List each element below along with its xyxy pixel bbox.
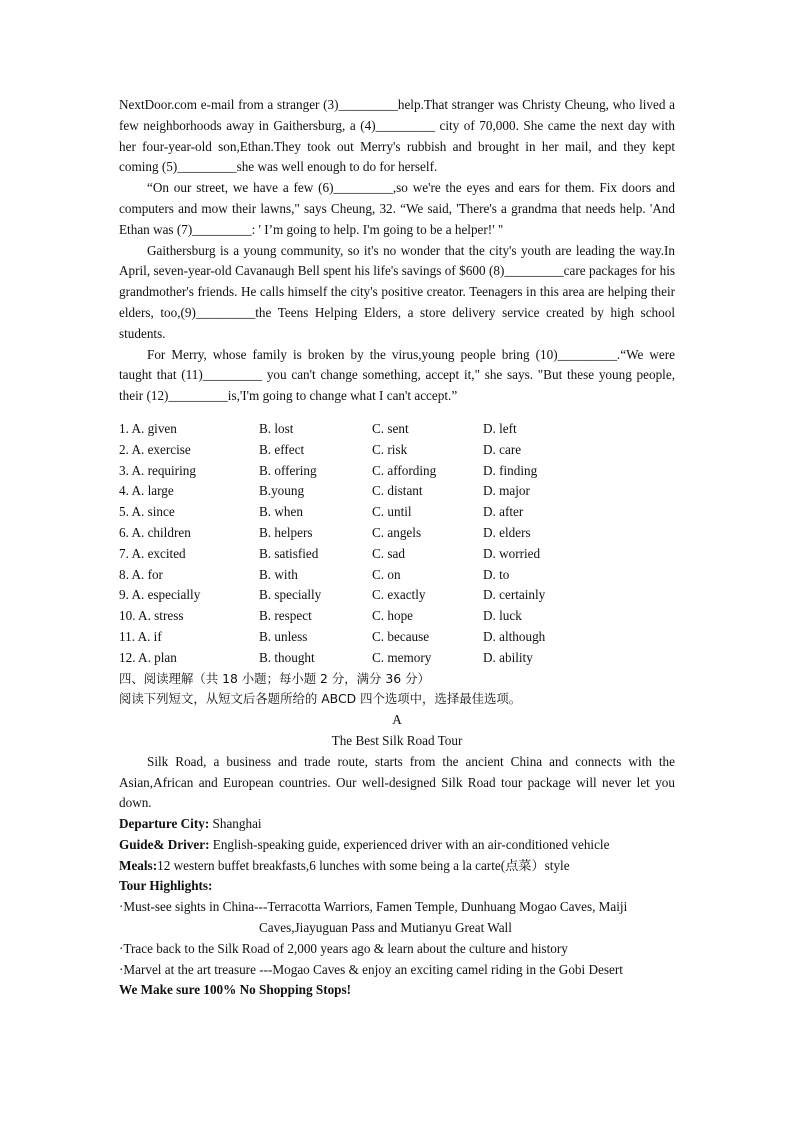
option-a: 3. A. requiring [119, 462, 196, 478]
cloze-paragraph-2: “On our street, we have a few (6)_________,so we're the eyes and ears for them. Fix doors and computers and mow their lawns," says Cheung, 32. “We said, 'There's a grandma that needs help. 'And Ethan was (7)_________: ' I’m going to help. I'm going to be a helper!' " [119, 180, 675, 237]
option-d: D. worried [483, 545, 541, 561]
option-d: D. certainly [483, 587, 546, 603]
option-c: C. exactly [372, 587, 426, 603]
option-b: B. when [259, 504, 303, 520]
document-page [119, 95, 675, 1001]
passage-letter: A [392, 712, 402, 728]
option-d: D. after [483, 504, 524, 520]
option-a: 9. A. especially [119, 587, 201, 603]
option-b: B. specially [259, 587, 322, 603]
option-row-4 [119, 481, 675, 502]
option-c: C. hope [372, 608, 414, 624]
guide-value: English-speaking guide, experienced driver with an air-conditioned vehicle [209, 836, 610, 852]
option-a: 1. A. given [119, 420, 177, 436]
highlights-label: Tour Highlights: [119, 878, 213, 894]
cloze-paragraph-4: For Merry, whose family is broken by the virus,young people bring (10)_________.“We were taught that (11)_________ you can't change something, accept it," she says. "But these young people, their (12)_________is,'I'm going to change what I can't accept.” [119, 346, 675, 404]
option-b: B. respect [259, 608, 312, 624]
section-heading: 四、阅读理解（共 18 小题；每小题 2 分，满分 36 分） [119, 670, 430, 686]
departure-value: Shanghai [209, 816, 262, 832]
option-row-8 [119, 565, 675, 586]
option-row-9 [119, 585, 675, 606]
option-c: C. angels [372, 524, 422, 540]
option-b: B. thought [259, 649, 315, 665]
cloze-paragraph-3: Gaithersburg is a young community, so it's no wonder that the city's youth are leading the way.In April, seven-year-old Cavanaugh Bell spent his life's savings of $600 (8)_________care packages for his grandmother's friends. He calls himself the city's positive creator. Teenagers in this area are helping their elders, too,(9)_________the Teens Helping Elders, a store delivery service created by high school students. [119, 242, 675, 341]
departure-label: Departure City: [119, 816, 210, 832]
option-c: C. because [372, 628, 430, 644]
option-b: B. offering [259, 462, 317, 478]
option-c: C. affording [372, 462, 437, 478]
option-c: C. memory [372, 649, 432, 665]
highlight-item-2: ·Trace back to the Silk Road of 2,000 years ago & learn about the culture and history [119, 940, 568, 956]
option-c: C. sad [372, 545, 405, 561]
option-b: B. with [259, 566, 298, 582]
option-d: D. elders [483, 524, 531, 540]
meals-value: 12 western buffet breakfasts,6 lunches with some being a la carte(点菜）style [157, 857, 570, 873]
option-row-12 [119, 648, 675, 669]
passage-title: The Best Silk Road Tour [331, 732, 463, 748]
highlight-item-1-continued: Caves,Jiayuguan Pass and Mutianyu Great Wall [259, 920, 512, 936]
option-b: B. helpers [259, 524, 313, 540]
option-c: C. distant [372, 483, 423, 499]
guide-line [119, 835, 675, 856]
option-a: 8. A. for [119, 566, 163, 582]
option-d: D. major [483, 483, 530, 499]
option-row-5 [119, 502, 675, 523]
option-row-1 [119, 419, 675, 440]
highlight-item-3: ·Marvel at the art treasure ---Mogao Caves & enjoy an exciting camel riding in the Gobi Desert [119, 961, 623, 977]
option-b: B. lost [259, 420, 294, 436]
option-b: B. effect [259, 441, 305, 457]
option-a: 2. A. exercise [119, 441, 191, 457]
option-row-3 [119, 461, 675, 482]
option-d: D. care [483, 441, 522, 457]
options-list [119, 419, 675, 669]
passage-intro: Silk Road, a business and trade route, starts from the ancient China and connects with the Asian,African and European countries. Our well-designed Silk Road tour package will never let you down. [119, 753, 675, 811]
guide-label: Guide& Driver: [119, 836, 210, 852]
option-c: C. until [372, 504, 412, 520]
option-row-7 [119, 544, 675, 565]
option-a: 10. A. stress [119, 608, 184, 624]
option-d: D. finding [483, 462, 538, 478]
option-row-2 [119, 440, 675, 461]
section-instruction: 阅读下列短文，从短文后各题所给的 ABCD 四个选项中，选择最佳选项。 [119, 691, 522, 707]
option-b: B.young [259, 483, 305, 499]
option-d: D. luck [483, 608, 522, 624]
option-c: C. on [372, 566, 401, 582]
option-b: B. unless [259, 628, 308, 644]
option-d: D. ability [483, 649, 533, 665]
option-row-6 [119, 523, 675, 544]
option-c: C. risk [372, 441, 408, 457]
option-a: 11. A. if [119, 628, 162, 644]
option-a: 5. A. since [119, 504, 175, 520]
option-c: C. sent [372, 420, 409, 436]
meals-line [119, 856, 675, 877]
meals-label: Meals: [119, 857, 158, 873]
cloze-paragraph-1: NextDoor.com e-mail from a stranger (3)_________help.That stranger was Christy Cheung, who lived a few neighborhoods away in Gaithersburg, a (4)_________ city of 70,000. She came the next day with her four-year-old son,Ethan.They took out Merry's rubbish and brought in her mail, and they kept coming (5)_________she was well enough to do for herself. [119, 97, 675, 175]
option-a: 6. A. children [119, 524, 191, 540]
option-row-11 [119, 627, 675, 648]
option-d: D. although [483, 628, 546, 644]
option-d: D. to [483, 566, 510, 582]
no-shopping-note: We Make sure 100% No Shopping Stops! [119, 982, 352, 998]
option-a: 4. A. large [119, 483, 174, 499]
option-a: 12. A. plan [119, 649, 177, 665]
option-b: B. satisfied [259, 545, 319, 561]
highlight-item-1: ·Must-see sights in China---Terracotta Warriors, Famen Temple, Dunhuang Mogao Caves, Maiji [119, 899, 628, 915]
departure-line [119, 814, 675, 835]
option-a: 7. A. excited [119, 545, 186, 561]
option-row-10 [119, 606, 675, 627]
option-d: D. left [483, 420, 517, 436]
